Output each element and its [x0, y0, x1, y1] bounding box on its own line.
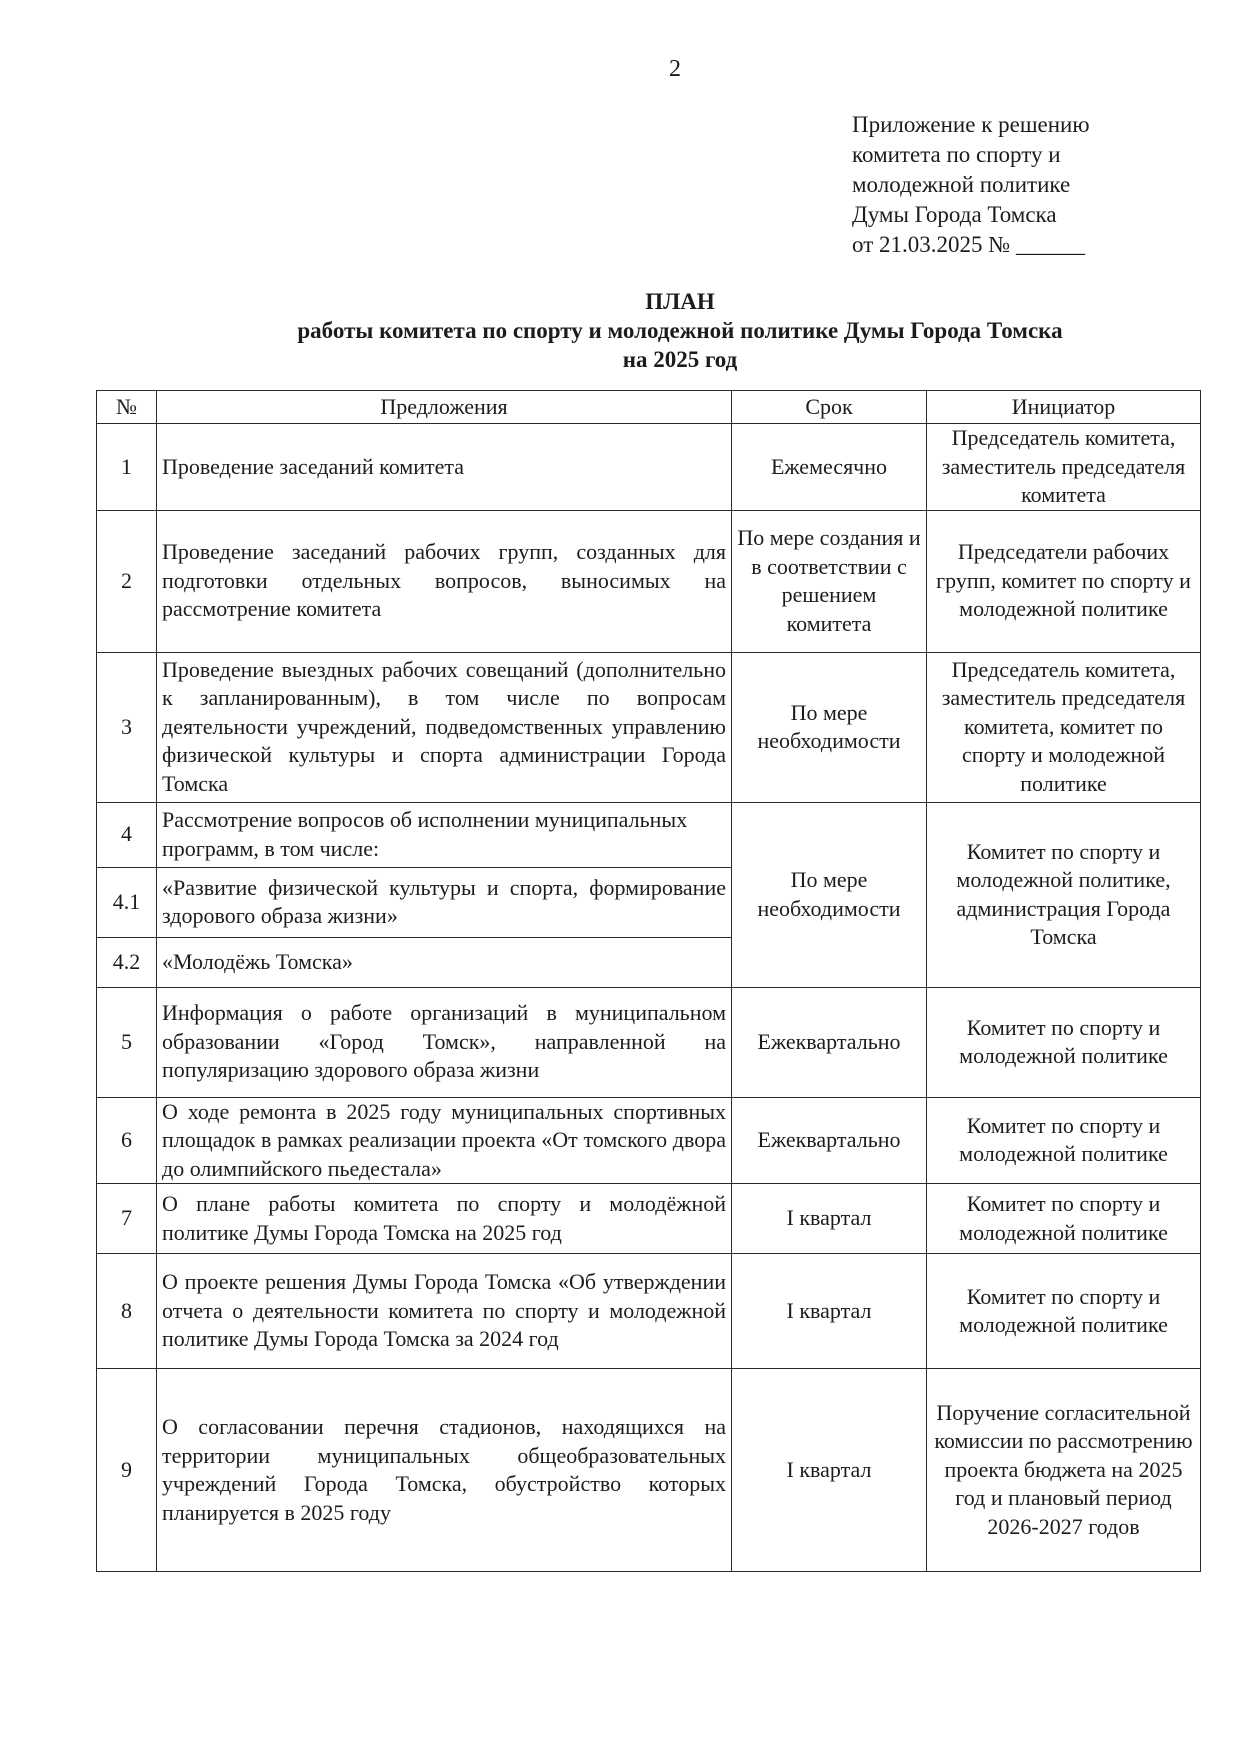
row-term: По мере необходимости: [732, 652, 927, 802]
row-initiator: Председатель комитета, заместитель председателя комитета, комитет по спорту и молодежной политике: [927, 652, 1201, 802]
row-num: 4: [97, 802, 157, 867]
row-proposal: О ходе ремонта в 2025 году муниципальных спортивных площадок в рамках реализации проекта «От томского двора до олимпийского пьедестала»: [157, 1097, 732, 1184]
header-num: №: [97, 391, 157, 424]
row-num: 3: [97, 652, 157, 802]
table-row: [97, 802, 1201, 867]
row-proposal: «Развитие физической культуры и спорта, формирование здорового образа жизни»: [157, 867, 732, 937]
title-line-2: на 2025 год: [622, 347, 738, 372]
table-row: [97, 652, 1201, 802]
row-num: 1: [97, 424, 157, 511]
row-proposal: Рассмотрение вопросов об исполнении муниципальных программ, в том числе:: [157, 802, 732, 867]
header-initiator: Инициатор: [927, 391, 1201, 424]
table-row: [97, 1184, 1201, 1254]
row-initiator: Комитет по спорту и молодежной политике: [927, 987, 1201, 1097]
row-term: I квартал: [732, 1254, 927, 1369]
appendix-header: [852, 110, 1090, 260]
row-num: 4.1: [97, 867, 157, 937]
row-proposal: Проведение заседаний рабочих групп, созданных для подготовки отдельных вопросов, выносимых на рассмотрение комитета: [157, 510, 732, 652]
row-initiator: Комитет по спорту и молодежной политике: [927, 1184, 1201, 1254]
appendix-line: Думы Города Томска: [852, 202, 1057, 227]
row-num: 6: [97, 1097, 157, 1184]
row-num: 9: [97, 1369, 157, 1572]
row-num: 2: [97, 510, 157, 652]
row-initiator: Комитет по спорту и молодежной политике, администрация Города Томска: [927, 802, 1201, 987]
appendix-line: от 21.03.2025 № ______: [852, 232, 1085, 257]
table-row: [97, 424, 1201, 511]
appendix-line: комитета по спорту и: [852, 142, 1061, 167]
appendix-line: Приложение к решению: [852, 112, 1090, 137]
row-num: 4.2: [97, 937, 157, 987]
table-row: [97, 987, 1201, 1097]
row-initiator: Комитет по спорту и молодежной политике: [927, 1254, 1201, 1369]
row-num: 8: [97, 1254, 157, 1369]
row-initiator: Комитет по спорту и молодежной политике: [927, 1097, 1201, 1184]
title-heading: ПЛАН: [645, 289, 715, 314]
row-term: Ежеквартально: [732, 987, 927, 1097]
row-term: По мере необходимости: [732, 802, 927, 987]
row-proposal: Информация о работе организаций в муниципальном образовании «Город Томск», направленной на популяризацию здорового образа жизни: [157, 987, 732, 1097]
header-term: Срок: [732, 391, 927, 424]
row-initiator: Поручение согласительной комиссии по рассмотрению проекта бюджета на 2025 год и плановый период 2026-2027 годов: [927, 1369, 1201, 1572]
row-term: I квартал: [732, 1184, 927, 1254]
appendix-line: молодежной политике: [852, 172, 1071, 197]
table-header-row: [97, 391, 1201, 424]
page-number: 2: [669, 56, 681, 82]
row-proposal: «Молодёжь Томска»: [157, 937, 732, 987]
header-proposal: Предложения: [157, 391, 732, 424]
row-term: Ежеквартально: [732, 1097, 927, 1184]
title-line-1: работы комитета по спорту и молодежной политике Думы Города Томска: [297, 318, 1063, 343]
row-proposal: О проекте решения Думы Города Томска «Об утверждении отчета о деятельности комитета по спорту и молодежной политике Думы Города Томска за 2024 год: [157, 1254, 732, 1369]
row-term: По мере создания и в соответствии с решением комитета: [732, 510, 927, 652]
row-proposal: Проведение заседаний комитета: [157, 424, 732, 511]
row-term: Ежемесячно: [732, 424, 927, 511]
table-row: [97, 1369, 1201, 1572]
row-num: 5: [97, 987, 157, 1097]
row-proposal: Проведение выездных рабочих совещаний (дополнительно к запланированным), в том числе по вопросам деятельности учреждений, подведомственных управлению физической культуры и спорта администрации Города Томска: [157, 652, 732, 802]
row-proposal: О согласовании перечня стадионов, находящихся на территории муниципальных общеобразовательных учреждений Города Томска, обустройство которых планируется в 2025 году: [157, 1369, 732, 1572]
table-row: [97, 510, 1201, 652]
row-proposal: О плане работы комитета по спорту и молодёжной политике Думы Города Томска на 2025 год: [157, 1184, 732, 1254]
table-row: [97, 1254, 1201, 1369]
row-term: I квартал: [732, 1369, 927, 1572]
document-title: [240, 287, 1120, 374]
table-row: [97, 1097, 1201, 1184]
row-num: 7: [97, 1184, 157, 1254]
row-initiator: Председатели рабочих групп, комитет по спорту и молодежной политике: [927, 510, 1201, 652]
plan-table: [96, 390, 1201, 1572]
row-initiator: Председатель комитета, заместитель председателя комитета: [927, 424, 1201, 511]
